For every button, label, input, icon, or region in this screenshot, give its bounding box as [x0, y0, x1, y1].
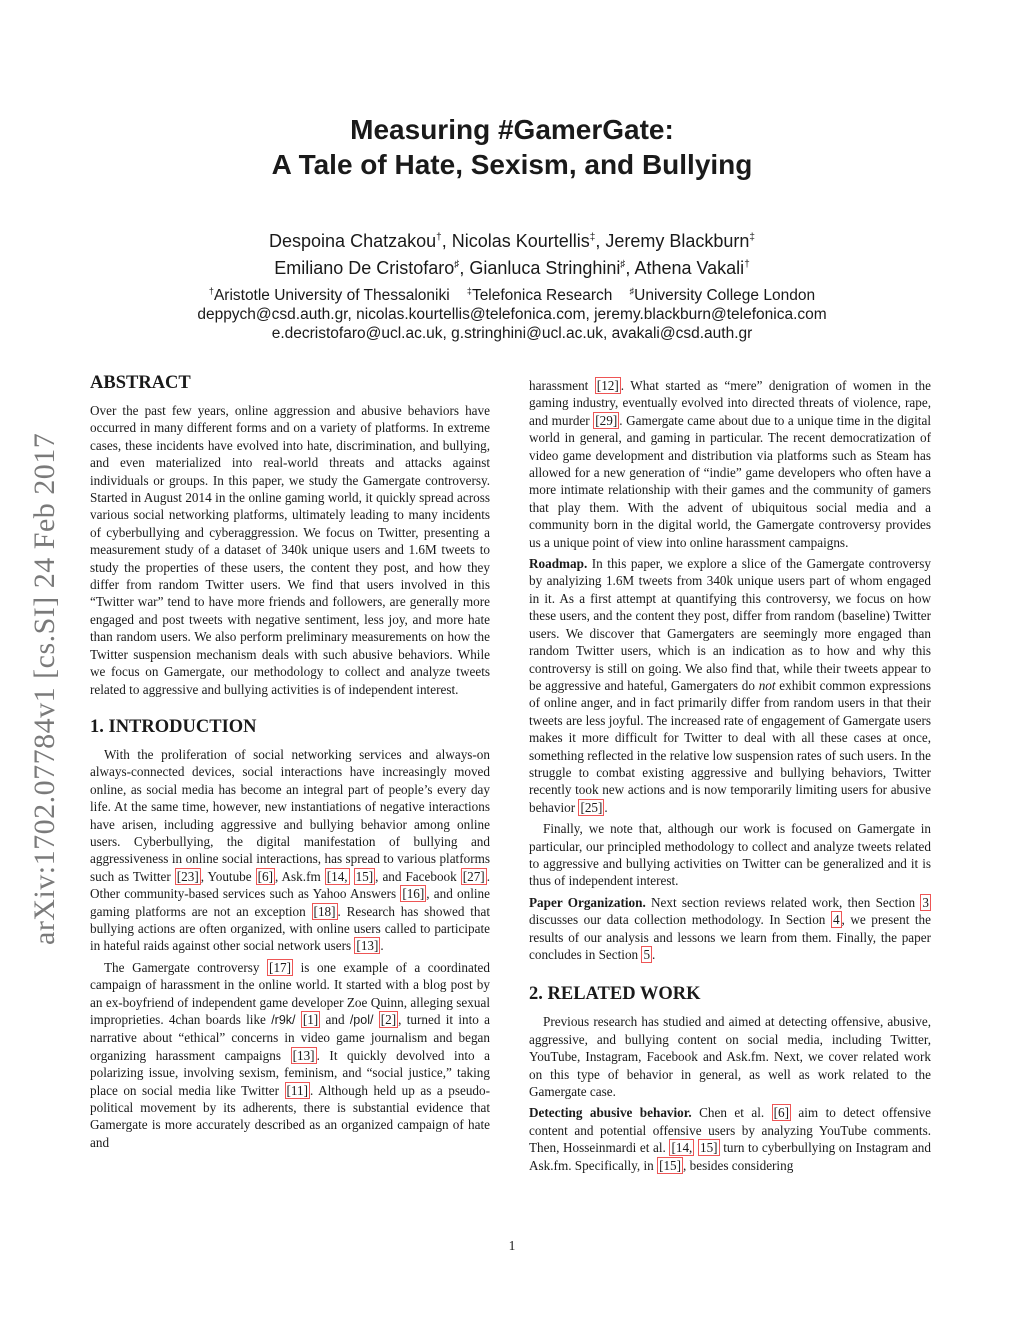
affiliation-mark: ♯ [629, 286, 635, 296]
title-line-1: Measuring #GamerGate: [350, 114, 674, 145]
citation-link[interactable]: [11] [286, 1082, 309, 1098]
paper-organization-paragraph: Paper Organization. Next section reviews related work, then Section 3 discusses our data collection methodology. In Section 4 , we present the results of our analysis and lessons we learn from them. Finally, the paper concludes in Section 5 . [529, 894, 931, 962]
abstract-heading: ABSTRACT [90, 373, 191, 393]
citation-link[interactable]: [25] [580, 799, 603, 815]
related-work-heading: 2. RELATED WORK [529, 984, 701, 1005]
roadmap-label: Roadmap. [529, 556, 588, 572]
citation-link[interactable]: [13] [356, 938, 379, 954]
affiliation-mark: † [208, 286, 214, 296]
author-name: Despoina Chatzakou [269, 231, 437, 251]
citation-link[interactable]: [2] [380, 1012, 397, 1027]
citation-link[interactable]: [17] [269, 959, 292, 975]
intro-paragraph-2: The Gamergate controversy [17] is one example of a coordinated campaign of harassment in the online world. It started with a blog post by an ex-boyfriend of independent game developer Zoe Quinn, alleging sexual improprieties. 4chan boards like /r9k/ [1] and /pol/ [2] , turned it into a narrative about “ethical” concerns in video game journalism and began organizing harassment campaigns [13] . It quickly devolved into a polarizing issue, involving sexism, feminism, and “social justice,” taking place on social media like Twitter [11] . Although held up as a pseudo-political movement by its adherents, there is substantial evidence that Gamergate is more accurately described as an organized campaign of hate and [90, 959, 491, 1150]
section-link[interactable]: 4 [832, 912, 840, 928]
board-name: /pol/ [349, 1013, 374, 1027]
author-separator: , [459, 258, 470, 278]
author-mark: † [744, 259, 750, 270]
author-separator: , [441, 231, 452, 251]
author-name: Athena Vakali [634, 258, 745, 278]
author-line-1 [0, 226, 1024, 253]
left-column [90, 372, 490, 1155]
finally-paragraph: Finally, we note that, although our work is focused on Gamergate in particular, our principled methodology to collect and analyze tweets related to aggressive and bullying activities on Twitter can be generalized and it is thus of independent interest. [529, 821, 931, 889]
arxiv-stamp: arXiv:1702.07784v1 [cs.SI] 24 Feb 2017 [28, 432, 61, 945]
affiliation-line [0, 282, 1024, 305]
affiliation-name: University College London [634, 287, 816, 305]
citation-link[interactable]: [14, [671, 1140, 693, 1156]
citation-link[interactable]: 15] [355, 868, 374, 884]
citation-link[interactable]: [18] [313, 903, 336, 919]
citation-link[interactable]: [6] [773, 1105, 789, 1121]
citation-link[interactable]: 15] [699, 1140, 718, 1156]
author-mark: ♯ [454, 259, 460, 270]
page-number: 1 [508, 1238, 516, 1253]
author-list [0, 226, 1024, 280]
affiliations [0, 282, 1024, 343]
paper-title [0, 112, 1024, 182]
intro-paragraph-1: With the proliferation of social networking services and always-on always-connected devices, social interactions have increasingly moved online, as social media has become an integral part of people’s every day life. At the same time, however, new instantiations of negative interactions have arisen, including aggressive and bullying behavior among online users. Cyberbullying, the digital manifestation of bullying and aggressiveness in online social interactions, has spread to various platforms such as Twitter [23] , Youtube [6] , Ask.fm [14, 15] , and Facebook [27] . Other community-based services such as Yahoo Answers [16] , and online gaming platforms are not an exception [18] . Research has showed that bullying actions are often organized, with online users called to participate in hateful raids against other social network users [13] . [90, 746, 490, 954]
intro-heading: 1. INTRODUCTION [90, 716, 257, 737]
author-name: Jeremy Blackburn [605, 231, 750, 251]
author-name: Emiliano De Cristofaro [274, 258, 455, 278]
author-name: Nicolas Kourtellis [451, 231, 590, 251]
author-separator: , [625, 258, 635, 278]
email-line-2[interactable]: e.decristofaro@ucl.ac.uk, g.stringhini@ucl.ac.uk, avakali@csd.auth.gr [271, 325, 753, 343]
citation-link[interactable]: [6] [257, 868, 273, 884]
affiliation-mark: ‡ [466, 286, 472, 296]
detecting-abusive-paragraph: Detecting abusive behavior. Chen et al. [6] aim to detect offensive content and potential offensive users by analyzing YouTube comments. Then, Hosseinmardi et al. [14, 15] turn to cyberbullying on Instagram and Ask.fm. Specifically, in [15] , besides considering [529, 1105, 931, 1173]
citation-link[interactable]: [14, [326, 868, 348, 884]
citation-link[interactable]: [13] [292, 1047, 315, 1063]
author-mark: ‡ [749, 232, 755, 243]
citation-link[interactable]: [27] [462, 868, 485, 884]
affiliation-name: Aristotle University of Thessaloniki [213, 287, 450, 305]
emphasis: not [758, 677, 776, 693]
author-name: Gianluca Stringhini [469, 258, 621, 278]
citation-link[interactable]: [16] [402, 886, 425, 902]
affiliation-name: Telefonica Research [471, 287, 613, 305]
citation-link[interactable]: [29] [595, 412, 618, 428]
author-separator: , [595, 231, 606, 251]
section-link[interactable]: 3 [922, 894, 929, 910]
citation-link[interactable]: [12] [596, 378, 619, 393]
roadmap-paragraph: Roadmap. In this paper, we explore a slice of the Gamergate controversy by analyizing 1.6M tweets from 340k unique users part of whom engaged in it. As a first attempt at quantifying this controversy, we focus on how these users, and the content they post, differ from random (baseline) Twitter users. We discover that Gamergaters are seemingly more engaged than random Twitter users, which is an indication as to how and why this controversy is still on going. We also find that, while their tweets appear to be aggressive and hateful, Gamergaters do not exhibit common expressions of online anger, and in fact primarily differ from random users in that their tweets are less joyful. The increased rate of engagement of Gamergate users makes it more difficult for Twitter to deal with all these cases at once, something reflected in the relative low suspension rates of such users. In the struggle to combat existing aggressive and bullying behaviors, Twitter recently took new actions and is now temporarily limiting users for abusive behavior [25] . [529, 556, 932, 815]
citation-link[interactable]: [23] [176, 868, 199, 884]
title-line-2: A Tale of Hate, Sexism, and Bullying [271, 149, 753, 180]
harassment-paragraph: harassment [12] . What started as “mere” denigration of women in the gaming industry, eventually evolved into directed threats of violence, rape, and murder [29] . Gamergate came about due to a unique time in the digital world in general, and gaming in particular. The recent democratization of video game development and distribution via platforms such as Steam has allowed for a new generation of “indie” game developers who often have a more intimate relationship with their games and the community of gamers that play them. With the advent of ubiquitous social media and a community born in the digital world, the Gamergate controversy provides us a unique point of view into online harassment campaigns. [529, 378, 931, 550]
author-mark: † [436, 232, 442, 243]
section-link[interactable]: 5 [643, 947, 651, 962]
citation-link[interactable]: [15] [659, 1157, 682, 1173]
citation-link[interactable]: [1] [302, 1012, 319, 1027]
author-line-2 [0, 253, 1024, 280]
detecting-abusive-label: Detecting abusive behavior. [529, 1105, 692, 1121]
board-name: /r9k/ [271, 1013, 296, 1027]
right-column [529, 377, 931, 1178]
paper-organization-label: Paper Organization. [529, 894, 646, 910]
author-mark: ‡ [589, 232, 596, 243]
abstract-text: Over the past few years, online aggression and abusive behaviors have occurred in many different forms and on a variety of platforms. In extreme cases, these incidents have evolved into hate, discrimination, and bullying, and even materialized into real-world threats and attacks against individuals or groups. In this paper, we study the Gamergate controversy. Started in August 2014 in the online gaming world, it quickly spread across various social networking platforms, ultimately leading to many incidents of cyberbullying and cyberaggression. We focus on Twitter, presenting a measurement study of a dataset of 340k unique users and 1.6M tweets to study the properties of these users, the content they post, and how they differ from random Twitter users. We find that users involved in this “Twitter war” tend to have more friends and followers, are generally more engaged and post tweets with negative sentiment, less joy, and more hate than random users. We also perform preliminary measurements on how the Twitter suspension mechanism deals with such abusive behaviors. While we focus on Gamergate, our methodology to collect and analyze tweets related to aggressive and bullying activities is of independent interest. [90, 403, 490, 697]
author-mark: ♯ [620, 259, 626, 270]
related-work-paragraph: Previous research has studied and aimed at detecting offensive, abusive, aggressive, and bullying content on social media, including Twitter, YouTube, Instagram, Facebook and Ask.fm. Next, we cover related work on this type of behavior in general, as well as work related to the Gamergate case. [529, 1014, 931, 1100]
email-line-1[interactable]: deppych@csd.auth.gr, nicolas.kourtellis@telefonica.com, jeremy.blackburn@telefonica.com [197, 306, 827, 324]
